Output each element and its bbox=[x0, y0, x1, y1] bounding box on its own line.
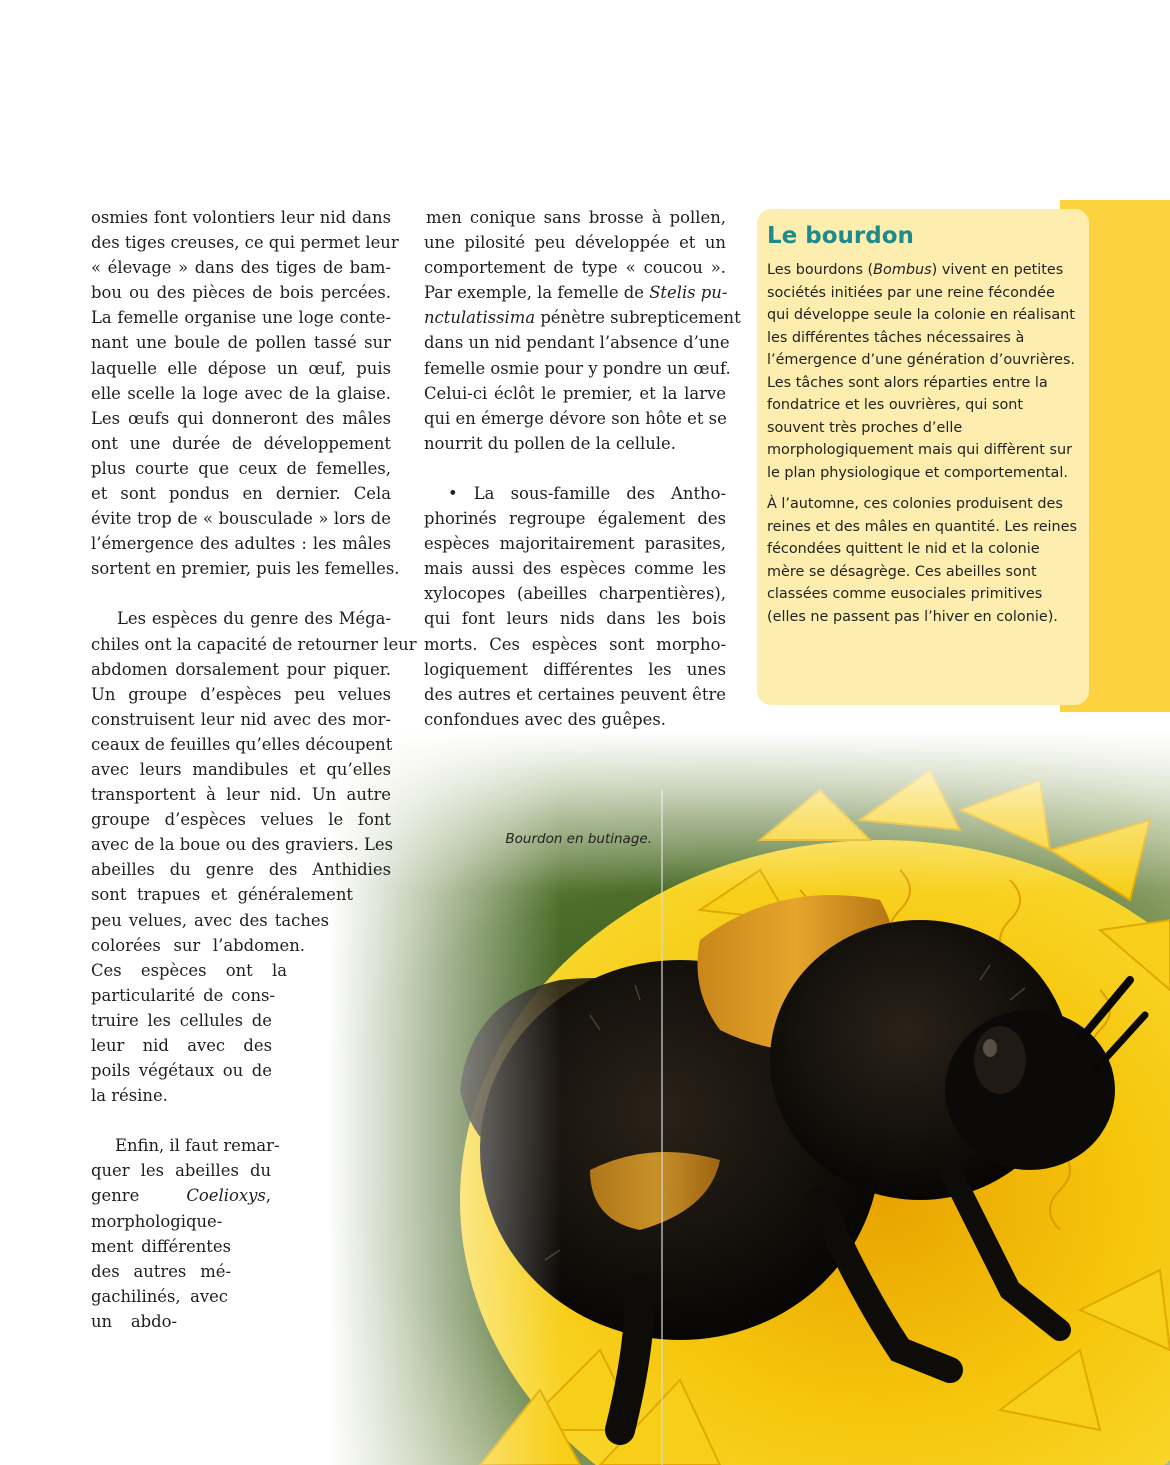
sidebar-paragraph-2: À l’automne, ces colonies produisent des reines et des mâles en quantité. Les reines fécondées quittent le nid et la colonie mère se désagrège. Ces abeilles sont classées comme eusociales primitives (elles ne passent pas l’hiver en colonie). bbox=[767, 496, 1078, 625]
text-line: une pilosité peu développée et un bbox=[424, 233, 726, 253]
text-line: ceaux de feuilles qu’elles découpent bbox=[91, 734, 393, 754]
text-line: osmies font volontiers leur nid dans bbox=[91, 208, 391, 227]
text-line: sont trapues et généralement bbox=[91, 885, 353, 905]
species-name: Stelis pu- bbox=[649, 283, 728, 303]
text-line: particularité de cons- bbox=[91, 985, 275, 1005]
text-line: ont une durée de développement bbox=[91, 433, 391, 453]
sidebar-title: Le bourdon bbox=[767, 223, 914, 249]
genus-name: Coelioxys bbox=[186, 1186, 266, 1206]
paragraph bbox=[424, 481, 726, 732]
text-line bbox=[91, 1183, 271, 1208]
text-line: nant une boule de pollen tassé sur bbox=[91, 333, 391, 353]
text-line: mais aussi des espèces comme les bbox=[424, 559, 726, 579]
paragraph bbox=[91, 606, 417, 1108]
text-line: truire les cellules de bbox=[91, 1010, 272, 1030]
text-line: plus courte que ceux de femelles, bbox=[91, 458, 391, 478]
text-line: et sont pondus en dernier. Cela bbox=[91, 484, 391, 504]
text-column-1 bbox=[91, 205, 417, 1334]
text: , bbox=[265, 1186, 271, 1206]
text-line: quer les abeilles du bbox=[91, 1161, 271, 1181]
text-line: phorinés regroupe également des bbox=[424, 509, 726, 529]
text: Par exemple, la femelle de bbox=[424, 283, 650, 303]
sidebar-genus: Bombus bbox=[873, 262, 932, 278]
text-column-2 bbox=[424, 205, 741, 732]
text-line: des autres mé- bbox=[91, 1261, 231, 1281]
text-line: nourrit du pollen de la cellule. bbox=[424, 433, 676, 453]
text-line: évite trop de « bousculade » lors de bbox=[91, 509, 391, 529]
text-line: construisent leur nid avec des mor- bbox=[91, 709, 391, 729]
text-line: un abdo- bbox=[91, 1311, 177, 1331]
text-line: morts. Ces espèces sont morpho- bbox=[424, 634, 726, 654]
text-line: bou ou des pièces de bois percées. bbox=[91, 283, 391, 303]
text-line: dans un nid pendant l’absence d’une bbox=[424, 333, 730, 353]
text-line: • La sous-famille des Antho- bbox=[448, 483, 726, 503]
text-line: avec de la boue ou des graviers. Les bbox=[91, 835, 393, 855]
sidebar-text: Les bourdons ( bbox=[767, 262, 874, 278]
sidebar-box bbox=[757, 209, 1089, 705]
text-line: men conique sans brosse à pollen, bbox=[426, 208, 726, 227]
text-line: morphologique- bbox=[91, 1211, 223, 1231]
text-line: espèces majoritairement parasites, bbox=[424, 534, 726, 554]
text-line: chiles ont la capacité de retourner leur bbox=[91, 634, 417, 654]
text-line: elle scelle la loge avec de la glaise. bbox=[91, 383, 391, 403]
text-line: groupe d’espèces velues le font bbox=[91, 810, 391, 830]
text-line: des tiges creuses, ce qui permet leur bbox=[91, 233, 399, 253]
text-line: Les œufs qui donneront des mâles bbox=[91, 408, 391, 428]
text-line: abdomen dorsalement pour piquer. bbox=[91, 659, 391, 679]
text-line: abeilles du genre des Anthidies bbox=[91, 860, 391, 880]
text-line: la résine. bbox=[91, 1086, 168, 1106]
paragraph bbox=[91, 1133, 391, 1334]
text-line: qui en émerge dévore son hôte et se bbox=[424, 408, 727, 428]
text-line: avec leurs mandibules et qu’elles bbox=[91, 759, 391, 779]
text-line: colorées sur l’abdomen. bbox=[91, 935, 305, 955]
text-line: comportement de type « coucou ». bbox=[424, 258, 726, 278]
text-line bbox=[424, 305, 741, 330]
text-line: peu velues, avec des taches bbox=[91, 910, 329, 930]
text: genre bbox=[91, 1186, 140, 1206]
text-line: La femelle organise une loge conte- bbox=[91, 308, 391, 328]
text-line: transportent à leur nid. Un autre bbox=[91, 785, 391, 805]
text-line: poils végétaux ou de bbox=[91, 1061, 272, 1081]
text-line: sortent en premier, puis les femelles. bbox=[91, 559, 400, 579]
species-name: nctulatissima bbox=[424, 308, 536, 328]
photo-caption: Bourdon en butinage. bbox=[505, 831, 652, 847]
text-line bbox=[424, 280, 726, 305]
text-line: Enfin, il faut remar- bbox=[115, 1136, 280, 1156]
text-line: Un groupe d’espèces peu velues bbox=[91, 684, 391, 704]
text-line: leur nid avec des bbox=[91, 1036, 272, 1055]
text-line: confondues avec des guêpes. bbox=[424, 709, 666, 729]
text-line: femelle osmie pour y pondre un œuf. bbox=[424, 358, 731, 378]
text-line: gachilinés, avec bbox=[91, 1286, 228, 1306]
text-line: qui font leurs nids dans les bois bbox=[424, 609, 726, 629]
text-line: laquelle elle dépose un œuf, puis bbox=[91, 358, 391, 378]
text-line: l’émergence des adultes : les mâles bbox=[91, 534, 391, 554]
text-line: ment différentes bbox=[91, 1236, 231, 1256]
text-line: xylocopes (abeilles charpentières), bbox=[424, 584, 726, 604]
paragraph bbox=[91, 205, 400, 581]
text-line: Ces espèces ont la bbox=[91, 960, 287, 980]
text-line: Les espèces du genre des Méga- bbox=[117, 609, 391, 629]
text-line: des autres et certaines peuvent être bbox=[424, 684, 726, 704]
text-line: « élevage » dans des tiges de bam- bbox=[91, 258, 391, 278]
text-line: logiquement différentes les unes bbox=[424, 659, 726, 679]
text-line: Celui-ci éclôt le premier, et la larve bbox=[424, 383, 726, 403]
text: pénètre subrepticement bbox=[535, 308, 741, 328]
paragraph bbox=[424, 205, 741, 456]
sidebar-paragraph-1 bbox=[767, 259, 1079, 484]
sidebar-text: ) vivent en petites sociétés initiées par une reine fécondée qui développe seule la colonie en réalisant les différentes tâches nécessaires à l’émergence d’une génération d’ouvrières. Les tâches sont alors réparties entre la fondatrice et les ouvrières, qui sont souvent très proches d’elle morphologiquement mais qui diffèrent sur le plan physiologique et comportemental. bbox=[767, 262, 1076, 481]
